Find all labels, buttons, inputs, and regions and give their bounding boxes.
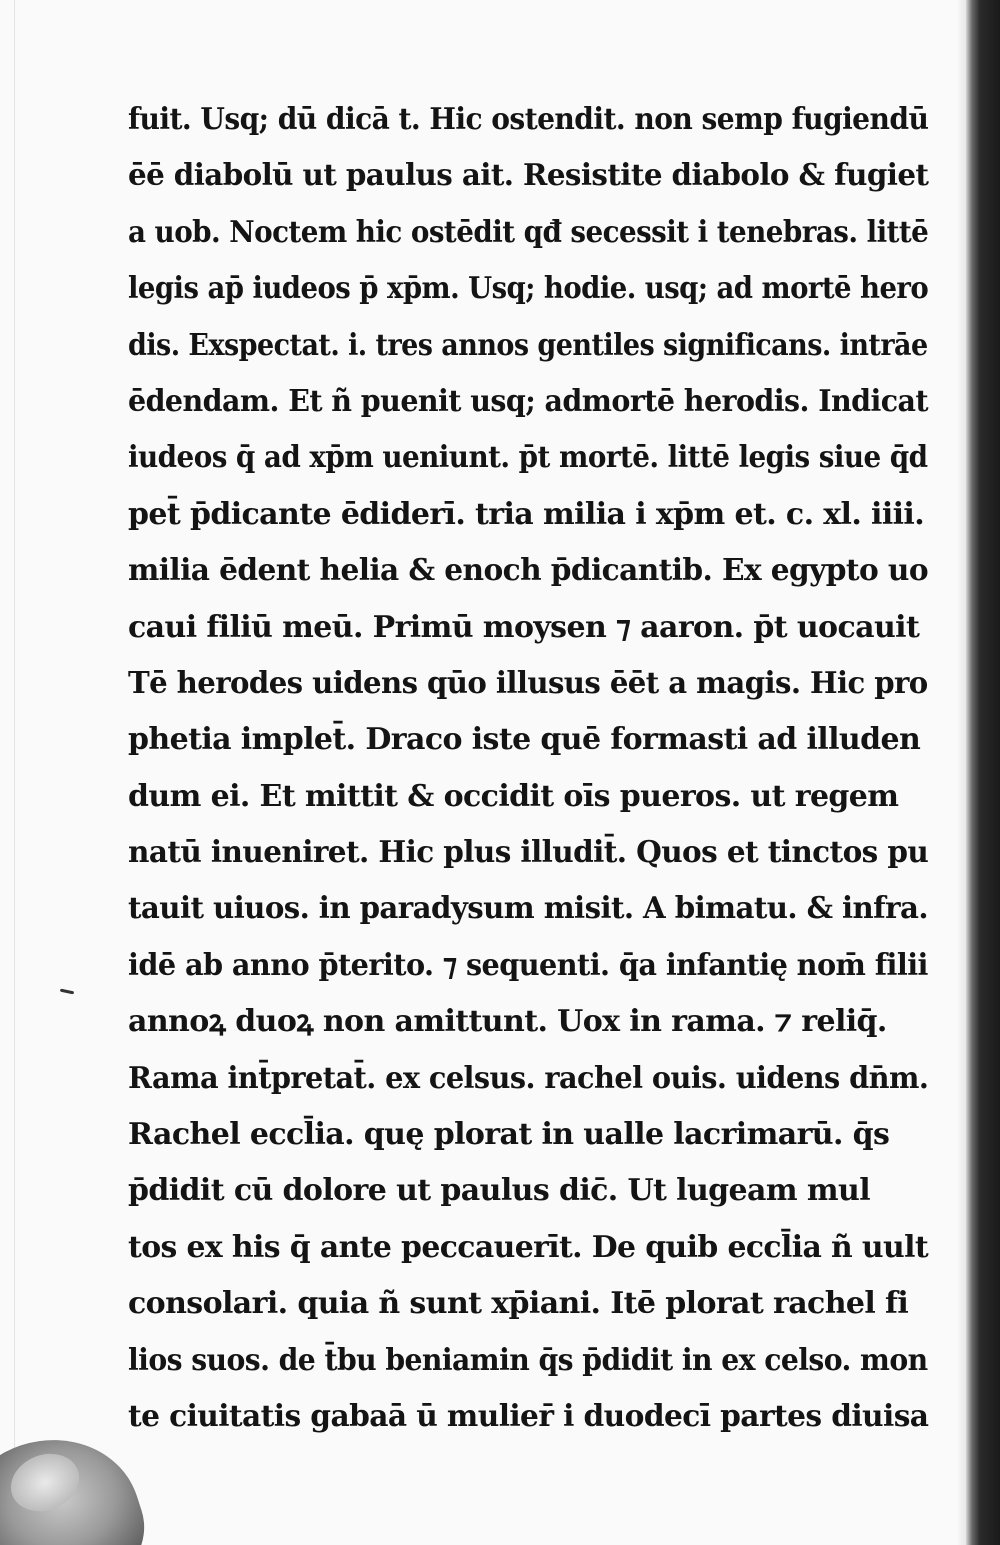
manuscript-line: Rama int̄pretat̄. ex celsus. rachel ouis. uidens dn̄m. xyxy=(128,1060,929,1096)
manuscript-line: caui filiū meū. Primū moysen ⁊ aaron. p̄t uocauit xyxy=(128,609,920,645)
manuscript-line: dis. Exspectat. i. tres annos gentiles significans. intrāe xyxy=(128,327,928,363)
manuscript-line: phetia implet̄. Draco iste quē formasti ad illuden xyxy=(128,722,921,758)
ruling-line xyxy=(14,0,15,1545)
manuscript-line: annoꝝ duoꝝ non amittunt. Uox in rama. ⁊ reliq̄. xyxy=(128,1004,887,1040)
manuscript-line: dum ei. Et mittit & occidit oīs pueros. ut regem xyxy=(128,778,899,814)
binding-shadow xyxy=(956,0,966,1545)
manuscript-line: milia ēdent helia & enoch p̄dicantib. Ex egypto uo xyxy=(128,553,929,589)
manuscript-line: a uob. Noctem hic ostēdit qđ secessit i tenebras. littē xyxy=(128,214,929,250)
manuscript-line: iudeos q̄ ad xp̄m ueniunt. p̄t mortē. littē legis siue q̄d xyxy=(128,440,928,476)
manuscript-line: tauit uiuos. in paradysum misit. A bimatu. & infra. xyxy=(128,891,928,927)
manuscript-line: Tē herodes uidens qūo illusus ēēt a magis. Hic pro xyxy=(128,665,928,701)
book-binding xyxy=(966,0,1000,1545)
manuscript-line: Rachel eccl̄ia. quę plorat in ualle lacrimarū. q̄s xyxy=(128,1117,890,1153)
manuscript-line: legis ap̄ iudeos p̄ xp̄m. Usq; hodie. usq; ad mortē hero xyxy=(128,271,929,307)
manuscript-line: p̄didit cū dolore ut paulus dic̄. Ut lugeam mul xyxy=(128,1173,870,1209)
margin-mark xyxy=(60,989,74,995)
manuscript-line: idē ab anno p̄terito. ⁊ sequenti. q̄a infantię nom̄ filii xyxy=(128,947,928,983)
manuscript-line: ēē diabolū ut paulus ait. Resistite diabolo & fugiet xyxy=(128,158,929,194)
manuscript-line: ēdendam. Et ñ puenit usq; admortē herodis. Indicat xyxy=(128,383,929,419)
manuscript-line: pet̄ p̄dicante ēdiderī. tria milia i xp̄m et. c. xl. iiii. xyxy=(128,496,925,532)
manuscript-line: natū inueniret. Hic plus illudit̄. Quos et tinctos pu xyxy=(128,835,929,871)
manuscript-line: fuit. Usq; dū dicā t. Hic ostendit. non semp fugiendū xyxy=(128,102,929,137)
manuscript-line: consolari. quia ñ sunt xp̄iani. Itē plorat rachel fi xyxy=(128,1286,909,1322)
manuscript-line: te ciuitatis gabaā ū mulier̄ i duodecī partes diuisa xyxy=(128,1398,929,1434)
manuscript-line: tos ex his q̄ ante peccauerīt. De quib eccl̄ia ñ uult xyxy=(128,1229,929,1265)
manuscript-line: lios suos. de t̄bu beniamin q̄s p̄didit in ex celso. mon xyxy=(128,1342,928,1378)
text-block xyxy=(128,92,948,1445)
